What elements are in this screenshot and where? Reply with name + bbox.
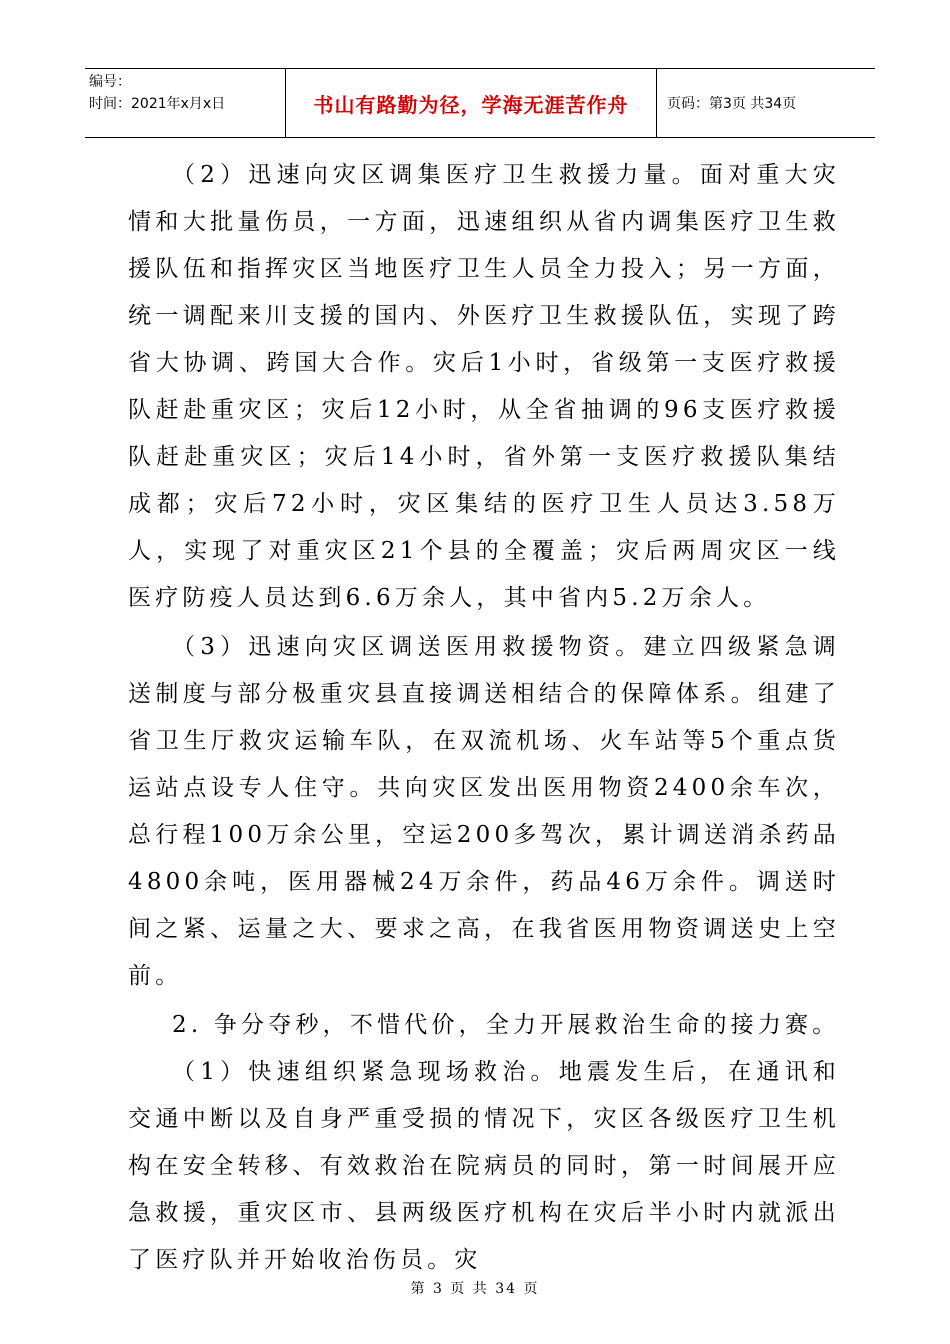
page-header	[85, 68, 875, 138]
paragraph-medical-supplies: （3）迅速向灾区调送医用救援物资。建立四级紧急调送制度与部分极重灾县直接调送相结合的保障体系。组建了省卫生厅救灾运输车队，在双流机场、火车站等5个重点货运站点设专人住守。共向灾区发出医用物资2400余车次，总行程100万余公里，空运200多驾次，累计调送消杀药品4800余吨，医用器械24万余件，药品46万余件。调送时间之紧、运量之大、要求之高，在我省医用物资调送史上空前。	[128, 634, 840, 989]
document-time-label: 时间：2021年x月x日	[89, 96, 226, 112]
header-page-info: 页码：第3页 共34页	[667, 96, 797, 112]
page-footer: 第 3 页 共 34 页	[410, 1281, 540, 1297]
paragraph-medical-forces: （2）迅速向灾区调集医疗卫生救援力量。面对重大灾情和大批量伤员，一方面，迅速组织从省内调集医疗卫生救援队伍和指挥灾区当地医疗卫生人员全力投入；另一方面，统一调配来川支援的国内、外医疗卫生救援队伍，实现了跨省大协调、跨国大合作。灾后1小时，省级第一支医疗救援队赶赴重灾区；灾后12小时，从全省抽调的96支医疗救援队赶赴重灾区；灾后14小时，省外第一支医疗救援队集结成都；灾后72小时，灾区集结的医疗卫生人员达3.58万人，实现了对重灾区21个县的全覆盖；灾后两周灾区一线医疗防疫人员达到6.6万余人，其中省内5.2万余人。	[128, 162, 840, 611]
paragraph-onsite-rescue: （1）快速组织紧急现场救治。地震发生后，在通讯和交通中断以及自身严重受损的情况下，灾区各级医疗卫生机构在安全转移、有效救治在院病员的同时，第一时间展开应急救援，重灾区市、县两级医疗机构在灾后半小时内就派出了医疗队并开始收治伤员。灾	[128, 1059, 840, 1273]
section-heading-rescue-relay: 2. 争分夺秒，不惜代价，全力开展救治生命的接力赛。	[172, 1012, 840, 1038]
document-number-label: 编号：	[89, 74, 131, 90]
document-body	[128, 152, 840, 1284]
header-meta	[85, 69, 285, 137]
header-motto: 书山有路勤为径，学海无涯苦作舟	[285, 69, 657, 137]
